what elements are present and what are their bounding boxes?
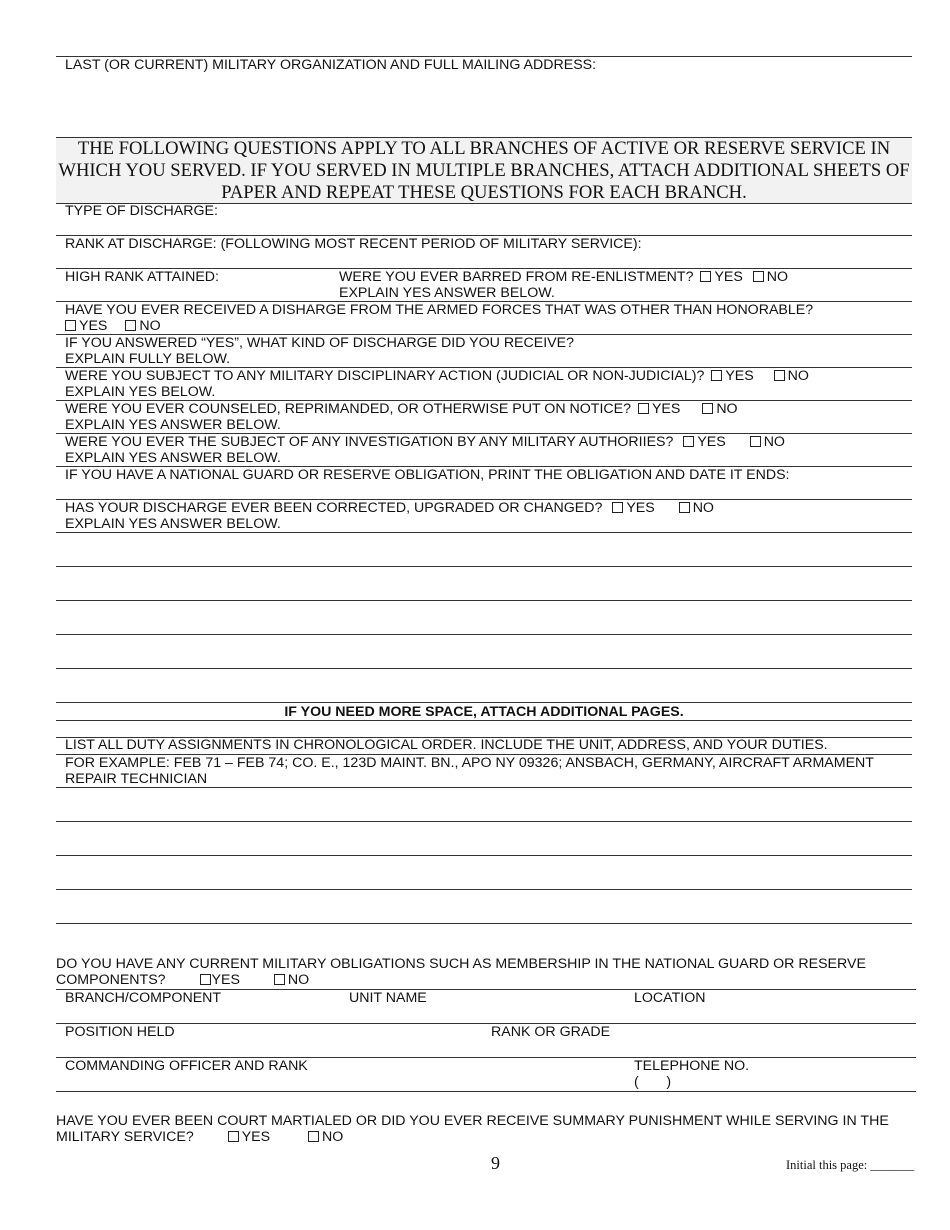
rule (56, 532, 912, 533)
other-than-honorable-options (65, 318, 161, 335)
honorable-yes-checkbox[interactable] (65, 320, 76, 331)
rule (56, 566, 912, 567)
duty-example-line-1: FOR EXAMPLE: FEB 71 – FEB 74; CO. E., 123D MAINT. BN., APO NY 09326; ANSBACH, GERMANY, AIRCRAFT ARMAMENT (65, 755, 874, 771)
what-kind-question: IF YOU ANSWERED “YES”, WHAT KIND OF DISCHARGE DID YOU RECEIVE? (65, 335, 574, 351)
telephone-area-code: ( ) (634, 1074, 672, 1090)
barred-yes-checkbox[interactable] (700, 271, 711, 282)
rule (56, 1091, 916, 1092)
duty-line-3[interactable] (56, 857, 912, 888)
investigation-yes-checkbox[interactable] (683, 436, 694, 447)
court-martial-yes-checkbox[interactable] (228, 1131, 239, 1142)
duty-line-4[interactable] (56, 891, 912, 922)
barred-question-text: WERE YOU EVER BARRED FROM RE-ENLISTMENT? (339, 269, 694, 285)
no-label: NO (716, 401, 738, 417)
yes-label: YES (651, 401, 681, 417)
location-label: LOCATION (634, 990, 706, 1006)
counseled-explain: EXPLAIN YES ANSWER BELOW. (65, 417, 281, 433)
rule (56, 1023, 916, 1024)
more-space-notice: IF YOU NEED MORE SPACE, ATTACH ADDITIONAL PAGES. (284, 704, 684, 720)
no-label: NO (766, 269, 789, 285)
explanation-line-2[interactable] (56, 568, 912, 599)
investigation-explain: EXPLAIN YES ANSWER BELOW. (65, 450, 281, 466)
yes-label: YES (211, 972, 240, 988)
no-label: NO (322, 1129, 344, 1145)
type-of-discharge-field[interactable] (56, 220, 912, 234)
duty-line-1[interactable] (56, 789, 912, 820)
rule (56, 821, 912, 822)
rule (56, 720, 912, 721)
no-label: NO (763, 434, 785, 450)
branch-component-label: BRANCH/COMPONENT (65, 990, 222, 1006)
rule (56, 787, 912, 788)
counseled-no-checkbox[interactable] (702, 403, 713, 414)
honorable-no-checkbox[interactable] (125, 320, 136, 331)
yes-label: YES (626, 500, 655, 516)
page-number: 9 (491, 1153, 500, 1173)
unit-name-label: UNIT NAME (349, 990, 427, 1006)
rule (56, 668, 912, 669)
rule (56, 855, 912, 856)
corrected-question (65, 500, 714, 517)
commanding-officer-label: COMMANDING OFFICER AND RANK (65, 1058, 308, 1074)
rank-at-discharge-label: RANK AT DISCHARGE: (FOLLOWING MOST RECENT PERIOD OF MILITARY SERVICE): (65, 236, 642, 252)
explanation-line-4[interactable] (56, 636, 912, 667)
current-obligations-question: DO YOU HAVE ANY CURRENT MILITARY OBLIGATIONS SUCH AS MEMBERSHIP IN THE NATIONAL GUARD OR RESERVE (56, 956, 866, 972)
rule (56, 889, 912, 890)
disciplinary-no-checkbox[interactable] (774, 370, 785, 381)
no-label: NO (139, 318, 161, 334)
disciplinary-question-text: WERE YOU SUBJECT TO ANY MILITARY DISCIPLINARY ACTION (JUDICIAL OR NON-JUDICIAL)? (65, 368, 705, 384)
rule (56, 634, 912, 635)
court-martial-line2 (56, 1129, 343, 1146)
barred-question (339, 269, 788, 286)
rank-or-grade-label: RANK OR GRADE (491, 1024, 611, 1040)
yes-label: YES (241, 1129, 271, 1145)
rule (56, 923, 912, 924)
counseled-question-text: WERE YOU EVER COUNSELED, REPRIMANDED, OR OTHERWISE PUT ON NOTICE? (65, 401, 632, 417)
last-org-answer-field[interactable] (56, 76, 912, 134)
no-label: NO (787, 368, 809, 384)
duty-assignments-label: LIST ALL DUTY ASSIGNMENTS IN CHRONOLOGICAL ORDER. INCLUDE THE UNIT, ADDRESS, AND YOUR DUTIES. (65, 737, 828, 753)
rank-at-discharge-field[interactable] (56, 253, 912, 267)
initial-this-page (786, 1158, 914, 1172)
rule (56, 600, 912, 601)
counseled-question (65, 401, 738, 418)
duty-example-line-2: REPAIR TECHNICIAN (65, 771, 208, 787)
position-held-label: POSITION HELD (65, 1024, 175, 1040)
duty-line-2[interactable] (56, 823, 912, 854)
barred-explain: EXPLAIN YES ANSWER BELOW. (339, 285, 555, 301)
explanation-line-1[interactable] (56, 534, 912, 565)
disciplinary-yes-checkbox[interactable] (711, 370, 722, 381)
explanation-line-3[interactable] (56, 602, 912, 633)
current-obligations-text: COMPONENTS? (56, 972, 166, 988)
yes-label: YES (79, 318, 108, 334)
counseled-yes-checkbox[interactable] (638, 403, 649, 414)
investigation-no-checkbox[interactable] (750, 436, 761, 447)
court-martial-no-checkbox[interactable] (308, 1131, 319, 1142)
no-label: NO (692, 500, 714, 516)
type-of-discharge-label: TYPE OF DISCHARGE: (65, 203, 218, 219)
telephone-label: TELEPHONE NO. (634, 1058, 750, 1074)
last-org-label: LAST (OR CURRENT) MILITARY ORGANIZATION AND FULL MAILING ADDRESS: (65, 57, 597, 73)
guard-obligation-field[interactable] (56, 484, 912, 498)
disciplinary-explain: EXPLAIN YES BELOW. (65, 384, 216, 400)
no-label: NO (287, 972, 310, 988)
other-than-honorable-question: HAVE YOU EVER RECEIVED A DISHARGE FROM THE ARMED FORCES THAT WAS OTHER THAN HONORABLE? (65, 302, 814, 318)
guard-obligation-question: IF YOU HAVE A NATIONAL GUARD OR RESERVE OBLIGATION, PRINT THE OBLIGATION AND DATE IT ENDS: (65, 467, 790, 483)
corrected-yes-checkbox[interactable] (612, 502, 623, 513)
court-martial-text: MILITARY SERVICE? (56, 1129, 194, 1145)
high-rank-label: HIGH RANK ATTAINED: (65, 269, 219, 285)
what-kind-explain: EXPLAIN FULLY BELOW. (65, 351, 231, 367)
rule (56, 702, 912, 703)
explanation-line-5[interactable] (56, 670, 912, 701)
investigation-question-text: WERE YOU EVER THE SUBJECT OF ANY INVESTIGATION BY ANY MILITARY AUTHORIIES? (65, 434, 674, 450)
disciplinary-question (65, 368, 809, 385)
current-obligations-line2 (56, 972, 309, 989)
obligations-no-checkbox[interactable] (274, 974, 285, 985)
yes-label: YES (725, 368, 754, 384)
initial-label: Initial this page: (786, 1158, 868, 1172)
instructions-banner-text: THE FOLLOWING QUESTIONS APPLY TO ALL BRANCHES OF ACTIVE OR RESERVE SERVICE IN WHICH YOU SERVED. IF YOU SERVED IN MULTIPLE BRANCHES, ATTACH ADDITIONAL SHEETS OF PAPER AND REPEAT THESE QUESTIONS FOR EACH BRANCH. (58, 138, 910, 203)
yes-label: YES (714, 269, 743, 285)
yes-label: YES (697, 434, 726, 450)
initial-field[interactable]: _______ (870, 1158, 915, 1172)
barred-no-checkbox[interactable] (753, 271, 764, 282)
corrected-question-text: HAS YOUR DISCHARGE EVER BEEN CORRECTED, UPGRADED OR CHANGED? (65, 500, 603, 516)
corrected-no-checkbox[interactable] (679, 502, 690, 513)
obligations-yes-checkbox[interactable] (200, 974, 211, 985)
court-martial-question: HAVE YOU EVER BEEN COURT MARTIALED OR DID YOU EVER RECEIVE SUMMARY PUNISHMENT WHILE SERVING IN THE (56, 1113, 889, 1129)
corrected-explain: EXPLAIN YES ANSWER BELOW. (65, 516, 281, 532)
investigation-question (65, 434, 785, 451)
